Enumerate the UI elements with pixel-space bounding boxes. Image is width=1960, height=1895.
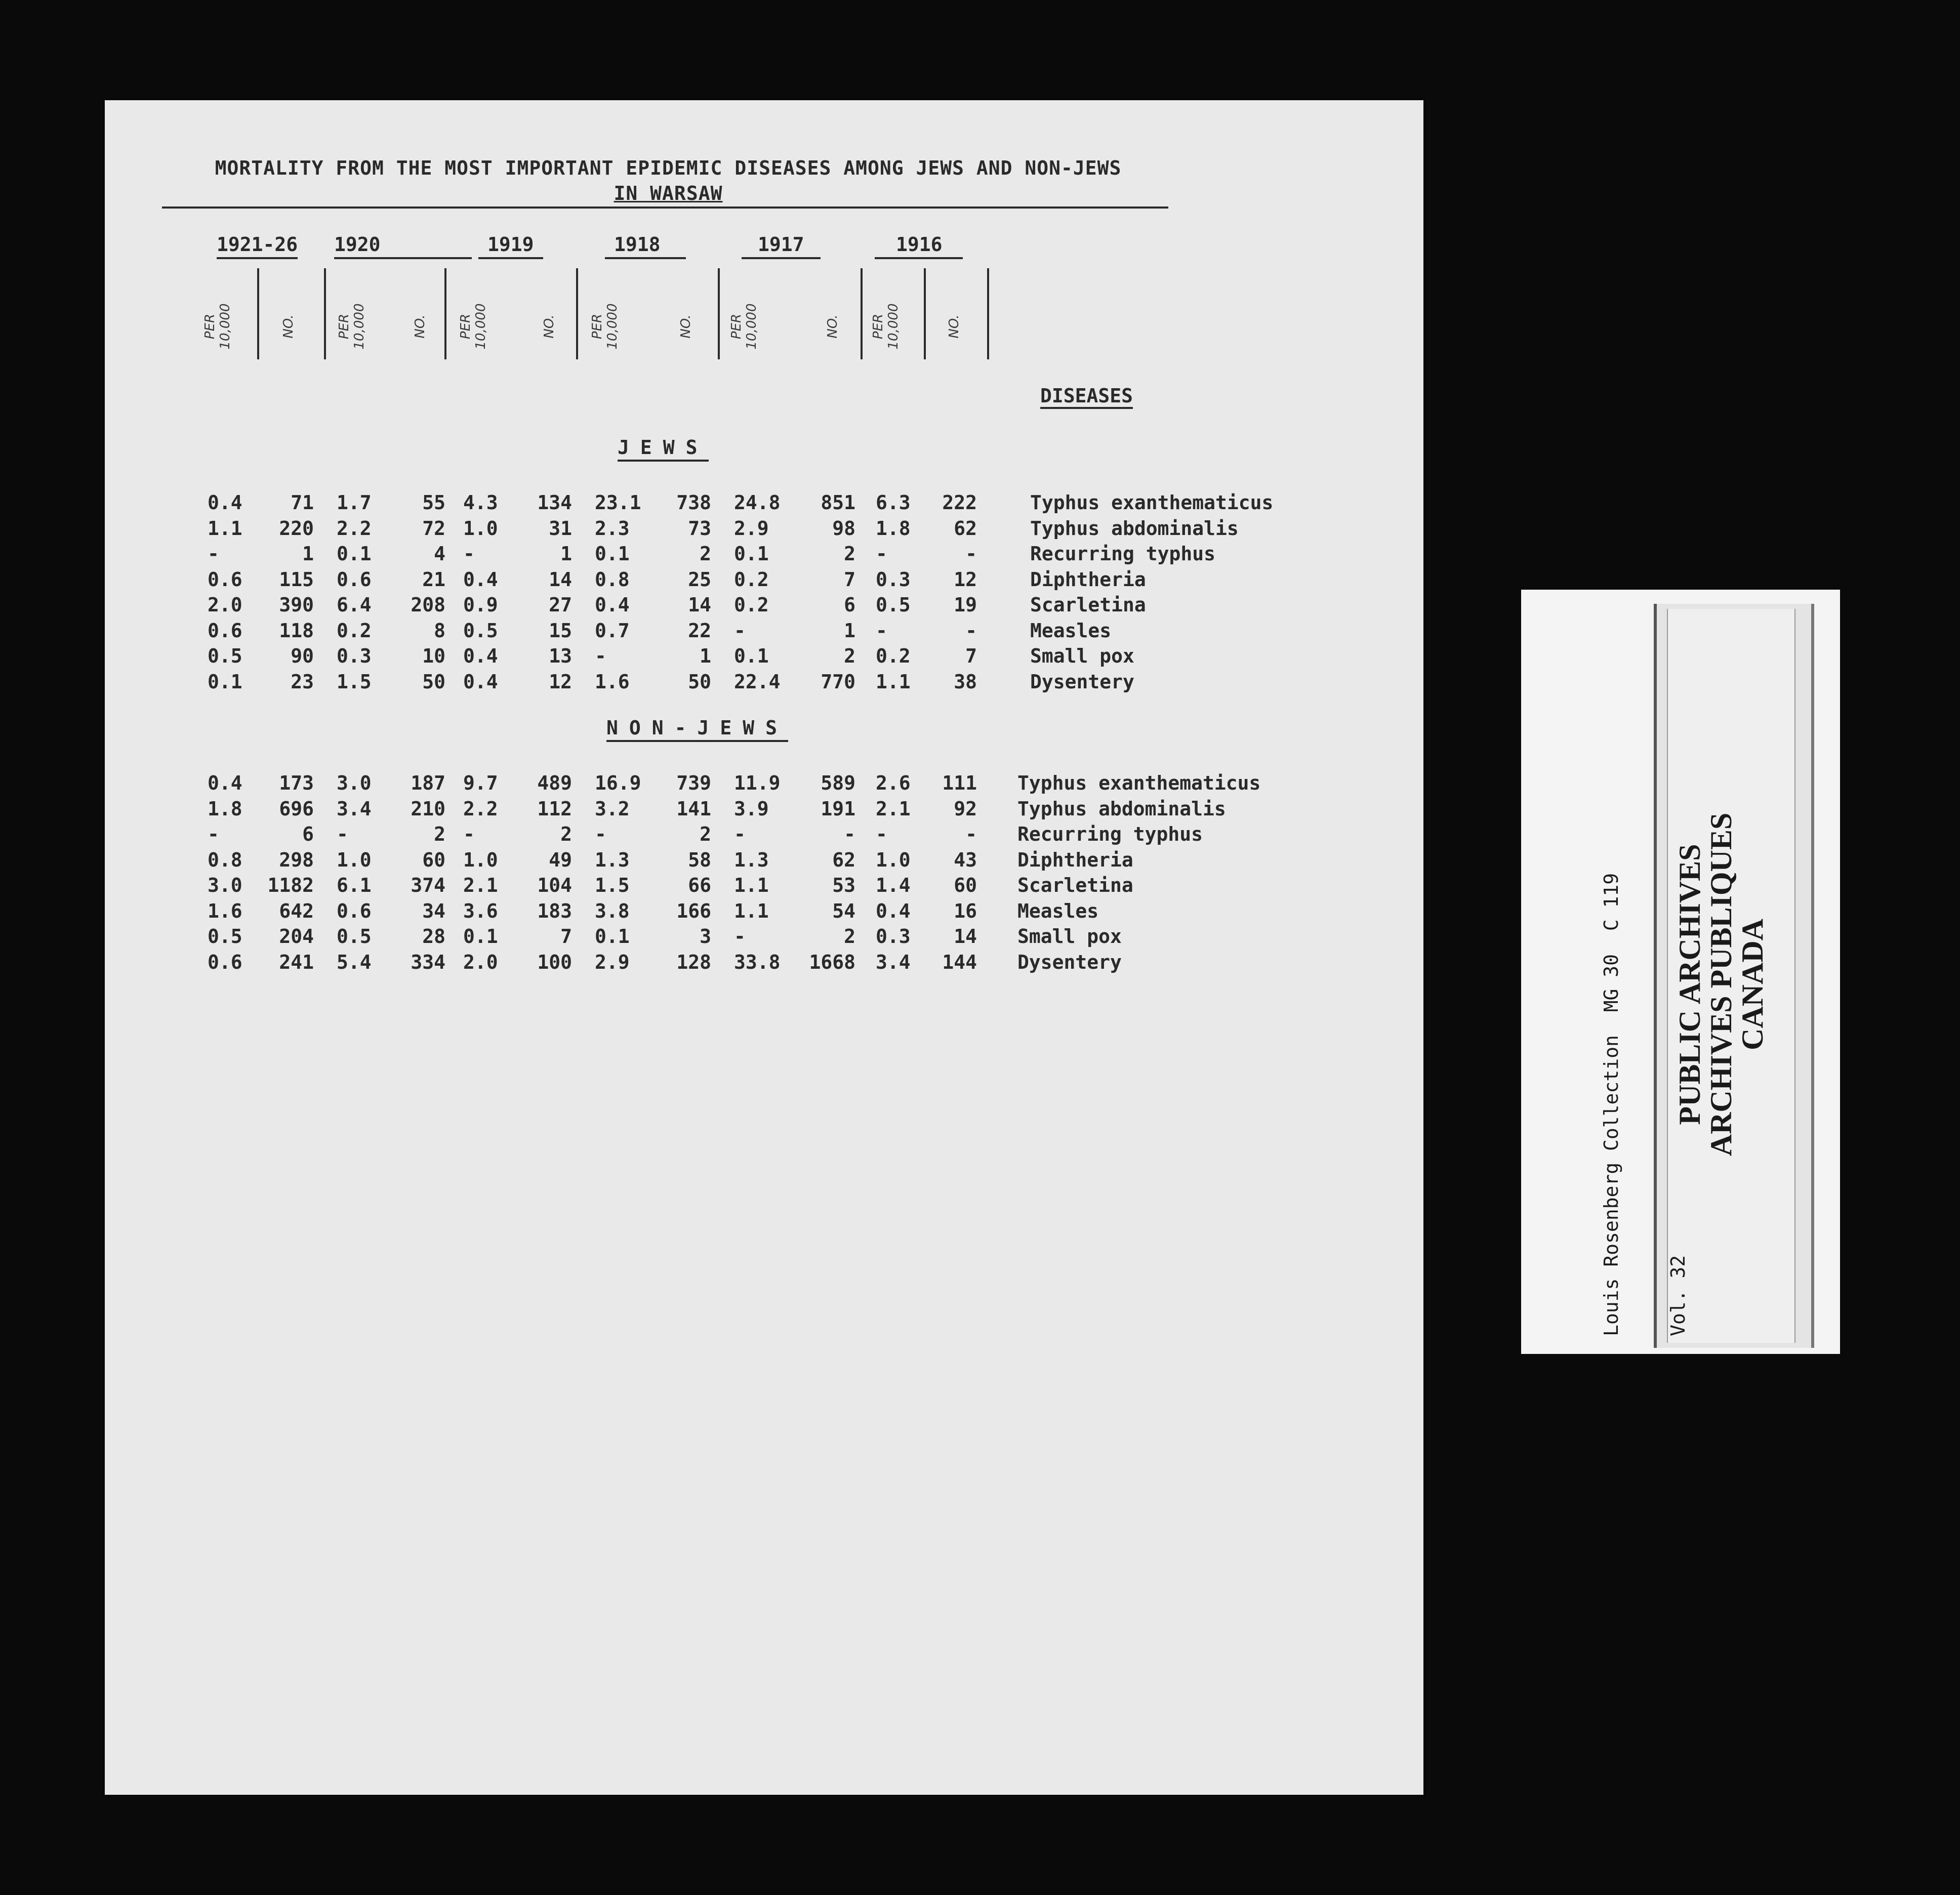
table-cell: 0.8 xyxy=(595,568,630,591)
table-cell: 374 xyxy=(411,874,445,896)
diseases-heading: DISEASES xyxy=(1040,385,1133,409)
table-cell: 16 xyxy=(954,899,977,922)
disease-name: Recurring typhus xyxy=(1030,543,1216,565)
column-divider xyxy=(924,268,926,359)
table-cell: 208 xyxy=(411,594,445,616)
table-cell: 118 xyxy=(279,619,314,642)
table-cell: 642 xyxy=(279,899,314,922)
table-cell: - xyxy=(734,619,746,642)
table-cell: 1.1 xyxy=(734,899,769,922)
table-cell: 5.4 xyxy=(337,951,372,973)
table-cell: 10 xyxy=(422,645,445,667)
table-cell: 33.8 xyxy=(734,951,781,973)
table-cell: 14 xyxy=(954,925,977,948)
year-1917: 1917 xyxy=(742,233,821,259)
table-cell: 50 xyxy=(688,670,711,693)
table-row xyxy=(0,821,1203,847)
collection-line-2: Vol. 32 xyxy=(1667,1255,1689,1336)
table-cell: 3.0 xyxy=(337,772,372,794)
table-cell: 0.9 xyxy=(463,594,498,616)
table-cell: 0.3 xyxy=(876,925,911,948)
column-divider xyxy=(987,268,989,359)
table-cell: 0.5 xyxy=(876,594,911,616)
table-cell: 22.4 xyxy=(734,670,781,693)
table-cell: 3.4 xyxy=(337,797,372,820)
table-cell: 0.4 xyxy=(595,594,630,616)
table-cell: 49 xyxy=(549,848,572,871)
column-divider xyxy=(257,268,259,359)
table-cell: 13 xyxy=(549,645,572,667)
table-cell: 60 xyxy=(422,848,445,871)
disease-name: Typhus exanthematicus xyxy=(1017,772,1261,794)
table-cell: 9.7 xyxy=(463,772,498,794)
table-cell: 141 xyxy=(676,797,711,820)
table-row xyxy=(0,950,1122,975)
table-cell: 1.0 xyxy=(876,848,911,871)
table-cell: 128 xyxy=(676,951,711,973)
table-cell: 191 xyxy=(821,797,855,820)
table-cell: 34 xyxy=(422,899,445,922)
table-cell: 58 xyxy=(688,848,711,871)
col-no-1916: NO. xyxy=(947,314,962,339)
table-cell: 72 xyxy=(422,517,445,540)
table-cell: 3 xyxy=(700,925,711,948)
table-cell: 0.2 xyxy=(734,568,769,591)
table-cell: - xyxy=(965,619,977,642)
table-cell: 1.1 xyxy=(208,517,242,540)
table-cell: 27 xyxy=(549,594,572,616)
table-cell: 2.1 xyxy=(876,797,911,820)
table-cell: 112 xyxy=(537,797,572,820)
table-row xyxy=(0,873,1133,898)
table-cell: 62 xyxy=(832,848,855,871)
table-cell: 1.1 xyxy=(734,874,769,896)
table-cell: 0.2 xyxy=(734,594,769,616)
table-cell: 6.1 xyxy=(337,874,372,896)
col-no-1918: NO. xyxy=(678,314,693,339)
table-cell: 0.3 xyxy=(337,645,372,667)
table-cell: - xyxy=(595,645,606,667)
table-cell: 1.3 xyxy=(734,848,769,871)
table-cell: - xyxy=(734,925,746,948)
table-row xyxy=(0,796,1226,821)
table-cell: 390 xyxy=(279,594,314,616)
table-cell: 6.3 xyxy=(876,491,911,514)
table-cell: 187 xyxy=(411,772,445,794)
table-cell: - xyxy=(595,823,606,845)
table-cell: - xyxy=(965,823,977,845)
table-cell: 3.0 xyxy=(208,874,242,896)
table-row xyxy=(0,516,1239,541)
table-cell: 50 xyxy=(422,670,445,693)
table-row xyxy=(0,490,1274,515)
table-cell: 7 xyxy=(965,645,977,667)
table-cell: 2.1 xyxy=(463,874,498,896)
table-cell: 2.3 xyxy=(595,517,630,540)
table-cell: 7 xyxy=(844,568,855,591)
table-cell: 60 xyxy=(954,874,977,896)
table-cell: 0.4 xyxy=(463,670,498,693)
table-row xyxy=(0,567,1146,592)
table-cell: 15 xyxy=(549,619,572,642)
table-cell: 11.9 xyxy=(734,772,781,794)
table-cell: - xyxy=(965,543,977,565)
table-cell: 851 xyxy=(821,491,855,514)
table-cell: 0.7 xyxy=(595,619,630,642)
table-cell: 53 xyxy=(832,874,855,896)
table-cell: 2 xyxy=(844,645,855,667)
table-cell: 1.5 xyxy=(595,874,630,896)
table-cell: 2 xyxy=(434,823,445,845)
archive-stamp-text: PUBLIC ARCHIVES ARCHIVES PUBLIQUES CANADA xyxy=(1673,812,1769,1157)
table-cell: - xyxy=(876,619,887,642)
table-cell: 0.6 xyxy=(337,899,372,922)
table-cell: 6 xyxy=(302,823,314,845)
table-cell: 73 xyxy=(688,517,711,540)
table-cell: 0.5 xyxy=(463,619,498,642)
col-per-1917: PER 10,000 xyxy=(729,303,759,350)
year-1918: 1918 xyxy=(605,233,686,259)
table-cell: 55 xyxy=(422,491,445,514)
table-cell: - xyxy=(337,823,348,845)
table-cell: 2.2 xyxy=(337,517,372,540)
table-cell: 1.0 xyxy=(463,517,498,540)
table-cell: 0.6 xyxy=(208,568,242,591)
table-cell: 2.0 xyxy=(463,951,498,973)
table-cell: 0.6 xyxy=(208,619,242,642)
table-cell: 0.2 xyxy=(337,619,372,642)
col-per-1921: PER 10,000 xyxy=(202,303,233,350)
table-cell: 3.8 xyxy=(595,899,630,922)
table-cell: 6 xyxy=(844,594,855,616)
table-cell: 104 xyxy=(537,874,572,896)
table-cell: 4 xyxy=(434,543,445,565)
table-cell: 24.8 xyxy=(734,491,781,514)
table-cell: 7 xyxy=(560,925,572,948)
table-row xyxy=(0,924,1122,949)
table-cell: 2 xyxy=(844,925,855,948)
table-cell: 3.4 xyxy=(876,951,911,973)
table-cell: 0.5 xyxy=(208,645,242,667)
table-cell: 166 xyxy=(676,899,711,922)
table-cell: - xyxy=(463,823,475,845)
title-line-1: MORTALITY FROM THE MOST IMPORTANT EPIDEMIC DISEASES AMONG JEWS AND NON-JEWS xyxy=(215,157,1122,179)
title-rule xyxy=(162,207,1168,209)
table-cell: 25 xyxy=(688,568,711,591)
disease-name: Measles xyxy=(1017,899,1099,922)
table-cell: 90 xyxy=(291,645,314,667)
table-cell: - xyxy=(876,543,887,565)
disease-name: Scarletina xyxy=(1030,594,1146,616)
table-cell: 66 xyxy=(688,874,711,896)
table-cell: 0.6 xyxy=(208,951,242,973)
col-per-1918: PER 10,000 xyxy=(590,303,620,350)
table-cell: 92 xyxy=(954,797,977,820)
table-cell: 0.5 xyxy=(337,925,372,948)
table-cell: 1 xyxy=(844,619,855,642)
table-cell: 23.1 xyxy=(595,491,641,514)
col-no-1920: NO. xyxy=(413,314,428,339)
table-cell: 204 xyxy=(279,925,314,948)
col-per-1916: PER 10,000 xyxy=(871,303,901,350)
table-cell: 739 xyxy=(676,772,711,794)
table-cell: 2 xyxy=(560,823,572,845)
table-cell: 14 xyxy=(688,594,711,616)
table-cell: 2 xyxy=(844,543,855,565)
disease-name: Scarletina xyxy=(1017,874,1133,896)
table-cell: 2 xyxy=(700,823,711,845)
table-cell: 0.1 xyxy=(208,670,242,693)
column-divider xyxy=(444,268,446,359)
disease-name: Small pox xyxy=(1030,645,1134,667)
table-cell: 98 xyxy=(832,517,855,540)
table-cell: 111 xyxy=(942,772,977,794)
disease-name: Dysentery xyxy=(1017,951,1122,973)
year-1921-26: 1921-26 xyxy=(217,233,298,259)
disease-name: Recurring typhus xyxy=(1017,823,1203,845)
table-cell: 489 xyxy=(537,772,572,794)
table-cell: 19 xyxy=(954,594,977,616)
table-cell: 3.9 xyxy=(734,797,769,820)
table-cell: - xyxy=(208,543,219,565)
column-divider xyxy=(718,268,720,359)
column-divider xyxy=(576,268,578,359)
year-1916: 1916 xyxy=(875,233,963,259)
title-line-2: IN WARSAW xyxy=(614,182,723,204)
disease-name: Dysentery xyxy=(1030,670,1134,693)
table-cell: 3.2 xyxy=(595,797,630,820)
table-cell: 21 xyxy=(422,568,445,591)
table-cell: 54 xyxy=(832,899,855,922)
table-cell: 2.6 xyxy=(876,772,911,794)
jews-section-label: JEWS xyxy=(618,435,709,462)
disease-name: Measles xyxy=(1030,619,1112,642)
table-cell: 31 xyxy=(549,517,572,540)
table-cell: 71 xyxy=(291,491,314,514)
table-cell: 0.4 xyxy=(463,645,498,667)
table-cell: 144 xyxy=(942,951,977,973)
table-cell: 134 xyxy=(537,491,572,514)
disease-name: Diphtheria xyxy=(1017,848,1133,871)
table-cell: 23 xyxy=(291,670,314,693)
table-cell: 1668 xyxy=(809,951,855,973)
col-no-1921: NO. xyxy=(281,314,296,339)
table-cell: 12 xyxy=(549,670,572,693)
table-row xyxy=(0,898,1114,924)
table-cell: 43 xyxy=(954,848,977,871)
table-cell: 3.6 xyxy=(463,899,498,922)
table-cell: 1 xyxy=(302,543,314,565)
table-row xyxy=(0,770,1261,796)
col-per-1920: PER 10,000 xyxy=(337,303,367,350)
table-cell: 0.4 xyxy=(208,491,242,514)
table-cell: 696 xyxy=(279,797,314,820)
table-cell: 2.9 xyxy=(595,951,630,973)
table-cell: 1.5 xyxy=(337,670,372,693)
table-row xyxy=(0,643,1134,669)
table-cell: 0.5 xyxy=(208,925,242,948)
table-cell: 0.1 xyxy=(734,645,769,667)
disease-name: Typhus exanthematicus xyxy=(1030,491,1274,514)
disease-name: Typhus abdominalis xyxy=(1030,517,1239,540)
table-cell: 0.1 xyxy=(595,543,630,565)
table-cell: - xyxy=(876,823,887,845)
collection-reference xyxy=(1556,628,1734,1336)
table-cell: 2.2 xyxy=(463,797,498,820)
table-cell: 1.0 xyxy=(463,848,498,871)
table-cell: 22 xyxy=(688,619,711,642)
table-cell: 220 xyxy=(279,517,314,540)
nonjews-section-label: NON-JEWS xyxy=(606,716,788,742)
disease-name: Small pox xyxy=(1017,925,1122,948)
disease-name: Diphtheria xyxy=(1030,568,1146,591)
column-divider xyxy=(861,268,863,359)
table-row xyxy=(0,541,1216,566)
table-cell: 589 xyxy=(821,772,855,794)
table-cell: 334 xyxy=(411,951,445,973)
table-cell: 8 xyxy=(434,619,445,642)
col-no-1919: NO. xyxy=(542,314,557,339)
table-row xyxy=(0,618,1114,643)
table-cell: - xyxy=(208,823,219,845)
table-cell: - xyxy=(844,823,855,845)
table-cell: 1.0 xyxy=(337,848,372,871)
table-cell: 1182 xyxy=(267,874,314,896)
table-cell: 0.6 xyxy=(337,568,372,591)
table-cell: 16.9 xyxy=(595,772,641,794)
table-cell: 1.6 xyxy=(595,670,630,693)
table-cell: 738 xyxy=(676,491,711,514)
collection-line-1: Louis Rosenberg Collection MG 30 C 119 xyxy=(1600,873,1622,1336)
table-cell: - xyxy=(463,543,475,565)
col-no-1917: NO. xyxy=(825,314,840,339)
table-cell: 1.6 xyxy=(208,899,242,922)
table-cell: 0.2 xyxy=(876,645,911,667)
table-cell: 0.1 xyxy=(463,925,498,948)
disease-name: Typhus abdominalis xyxy=(1017,797,1226,820)
table-cell: 0.1 xyxy=(337,543,372,565)
table-cell: 38 xyxy=(954,670,977,693)
table-cell: 62 xyxy=(954,517,977,540)
table-cell: 222 xyxy=(942,491,977,514)
document-title xyxy=(162,155,1174,206)
column-divider xyxy=(324,268,326,359)
table-cell: 2.9 xyxy=(734,517,769,540)
table-cell: 298 xyxy=(279,848,314,871)
table-cell: 1 xyxy=(700,645,711,667)
table-cell: 183 xyxy=(537,899,572,922)
table-cell: 115 xyxy=(279,568,314,591)
table-cell: - xyxy=(734,823,746,845)
table-cell: 1.7 xyxy=(337,491,372,514)
table-cell: 1.8 xyxy=(876,517,911,540)
table-cell: 241 xyxy=(279,951,314,973)
year-1919: 1919 xyxy=(478,233,543,259)
table-cell: 100 xyxy=(537,951,572,973)
table-row xyxy=(0,847,1133,873)
table-cell: 28 xyxy=(422,925,445,948)
table-cell: 2.0 xyxy=(208,594,242,616)
table-cell: 4.3 xyxy=(463,491,498,514)
table-cell: 1.3 xyxy=(595,848,630,871)
table-cell: 1.1 xyxy=(876,670,911,693)
table-cell: 770 xyxy=(821,670,855,693)
table-cell: 0.4 xyxy=(876,899,911,922)
table-cell: 0.1 xyxy=(734,543,769,565)
table-cell: 173 xyxy=(279,772,314,794)
table-cell: 0.4 xyxy=(208,772,242,794)
table-cell: 0.8 xyxy=(208,848,242,871)
table-row xyxy=(0,669,1134,694)
table-cell: 1.8 xyxy=(208,797,242,820)
table-cell: 210 xyxy=(411,797,445,820)
table-cell: 0.4 xyxy=(463,568,498,591)
table-cell: 12 xyxy=(954,568,977,591)
table-cell: 2 xyxy=(700,543,711,565)
table-cell: 14 xyxy=(549,568,572,591)
table-row xyxy=(0,592,1146,617)
table-cell: 0.3 xyxy=(876,568,911,591)
col-per-1919: PER 10,000 xyxy=(458,303,488,350)
table-cell: 1 xyxy=(560,543,572,565)
table-cell: 6.4 xyxy=(337,594,372,616)
table-cell: 0.1 xyxy=(595,925,630,948)
table-cell: 1.4 xyxy=(876,874,911,896)
archive-label-card xyxy=(1521,590,1840,1354)
year-1920: 1920 xyxy=(334,233,472,259)
